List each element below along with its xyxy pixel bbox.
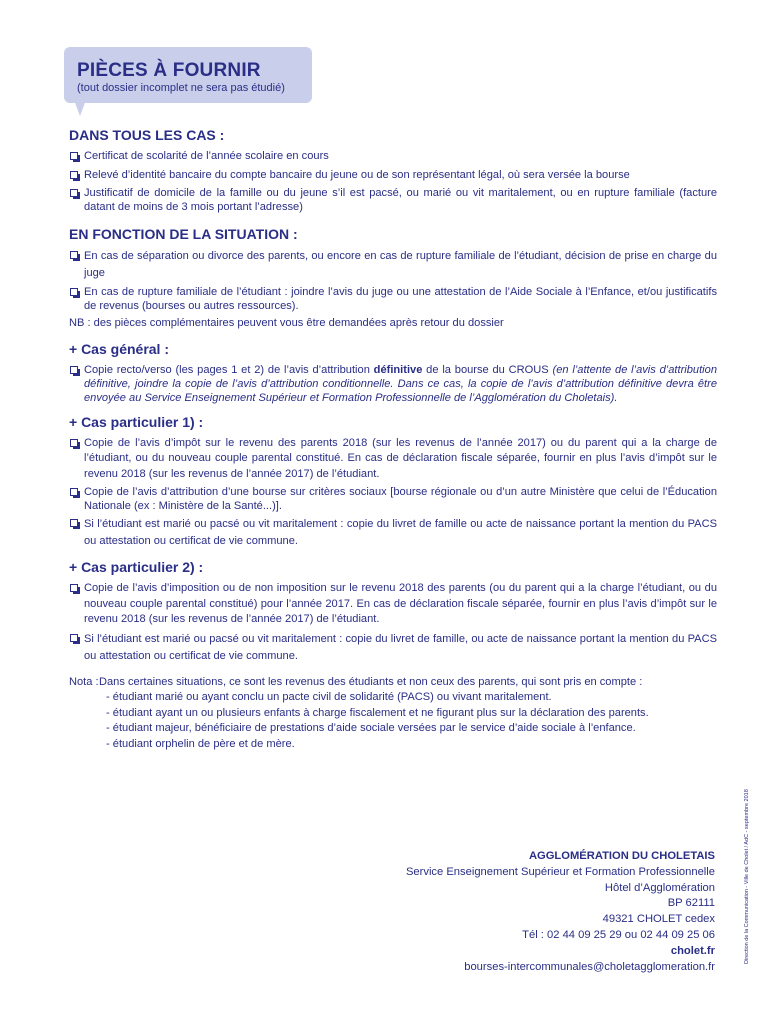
checkbox-icon — [70, 251, 78, 259]
title-box-pointer — [74, 100, 86, 116]
checkbox-icon — [70, 152, 78, 160]
nota-block — [69, 675, 717, 753]
nb-note: NB : des pièces complémentaires peuvent vous être demandées après retour du dossier — [69, 317, 504, 329]
org-name: AGGLOMÉRATION DU CHOLETAIS — [528, 850, 715, 862]
section-title-situation: EN FONCTION DE LA SITUATION : — [69, 226, 298, 242]
checkbox-icon — [70, 288, 78, 296]
service-name: Service Enseignement Supérieur et Formation Professionnelle — [405, 865, 715, 878]
list-item: Copie de l’avis d’imposition ou de non imposition sur le revenu 2018 des parents (ou du parent qui a la charge l’étudiant, ou du nouveau couple parental constitué) pour l’année 2017. En cas de déclaration fiscale séparée, fournir en plus l’avis d’impôt sur le revenu 2018 (sur les revenus de l’année 2017) de l’étudiant. — [69, 581, 717, 628]
checkbox-icon — [70, 634, 78, 642]
list-item: Relevé d’identité bancaire du compte bancaire du jeune ou de son représentant légal, où sera versée la bourse — [69, 168, 717, 184]
nota-line: - étudiant orphelin de père et de mère. — [106, 737, 295, 750]
checkbox-icon — [70, 189, 78, 197]
page-title: PIÈCES À FOURNIR — [77, 60, 261, 81]
checkbox-icon — [70, 584, 78, 592]
list-item: Si l’étudiant est marié ou pacsé ou vit maritalement : copie du livret de famille, ou acte de naissance portant la mention du PACS ou attestation ou certificat de vie commune. — [69, 631, 717, 665]
website-link[interactable]: cholet.fr — [670, 944, 715, 957]
checkbox-icon — [70, 488, 78, 496]
nota-line: - étudiant ayant un ou plusieurs enfants à charge fiscalement et ne figurant plus sur la déclaration des parents. — [106, 706, 649, 719]
list-item: Certificat de scolarité de l’année scolaire en cours — [69, 149, 717, 165]
list-item: Justificatif de domicile de la famille ou du jeune s’il est pacsé, ou marié ou vit maritalement, ou en rupture familiale (facture datant de moins de 3 mois portant l’adresse) — [69, 186, 717, 214]
list-item: Si l’étudiant est marié ou pacsé ou vit maritalement : copie du livret de famille ou acte de naissance portant la mention du PACS ou attestation ou certificat de vie commune. — [69, 516, 717, 550]
list-item: En cas de rupture familiale de l’étudiant : joindre l’avis du juge ou une attestation de l’Aide Sociale à l’Enfance, et/ou justificatifs de revenus (bourses ou autres ressources). — [69, 285, 717, 313]
section-title-all-cases: DANS TOUS LES CAS : — [69, 127, 225, 143]
list-item: Copie recto/verso (les pages 1 et 2) de l’avis d’attribution définitive de la bourse du CROUS (en l’attente de l’avis d’attribution définitive, joindre la copie de l’avis d’attribution conditionnelle. Dans ce cas, la copie de l’avis d’attribution définitive devra être envoyée au Service Enseignement Supérieur et Formation Professionnelle de l’Agglomération du Choletais). — [69, 363, 717, 405]
postal-city: 49321 CHOLET cedex — [602, 913, 715, 926]
list-item: Copie de l’avis d’attribution d’une bourse sur critères sociaux [bourse régionale ou d’un autre Ministère que celui de l’Éducation Nationale (ex : Ministère de la Santé...)]. — [69, 485, 717, 513]
checkbox-icon — [70, 439, 78, 447]
side-credit: Direction de la Communication - Ville de Cholet / AdC - septembre 2018 — [744, 789, 750, 964]
email-link[interactable]: bourses-intercommunales@choletagglomeration.fr — [464, 960, 715, 973]
building-name: Hôtel d’Agglomération — [604, 881, 715, 894]
po-box: BP 62111 — [667, 897, 715, 910]
footer-contact — [406, 849, 715, 975]
section-title-case-2: + Cas particulier 2) : — [69, 559, 204, 575]
document-body — [69, 126, 717, 752]
phone-numbers: Tél : 02 44 09 25 29 ou 02 44 09 25 06 — [522, 928, 715, 941]
nota-intro: Dans certaines situations, ce sont les revenus des étudiants et non ceux des parents, qui sont pris en compte : — [99, 675, 643, 688]
list-item: Copie de l’avis d’impôt sur le revenu des parents 2018 (sur les revenus de l’année 2017) ou du parent qui a la charge de l’étudiant, ou du nouveau couple parental constitué. En cas de déclaration fiscale séparée, fournir en plus l’avis d’impôt sur le revenu 2018 (sur les revenus de l’année 2017) de l’étudiant. — [69, 436, 717, 483]
nota-line: - étudiant majeur, bénéficiaire de prestations d’aide sociale versées par le service d’aide sociale à l’enfance. — [106, 722, 636, 734]
nota-line: - étudiant marié ou ayant conclu un pacte civil de solidarité (PACS) ou vivant maritalement. — [106, 691, 552, 703]
checkbox-icon — [70, 171, 78, 179]
page-subtitle: (tout dossier incomplet ne sera pas étudié) — [77, 82, 285, 94]
nota-label: Nota : — [69, 675, 99, 688]
checkbox-icon — [70, 366, 78, 374]
section-title-general-case: + Cas général : — [69, 340, 169, 357]
checkbox-icon — [70, 519, 78, 527]
section-title-case-1: + Cas particulier 1) : — [69, 413, 204, 430]
list-item: En cas de séparation ou divorce des parents, ou encore en cas de rupture familiale de l’étudiant, décision de prise en charge du juge — [69, 248, 717, 282]
